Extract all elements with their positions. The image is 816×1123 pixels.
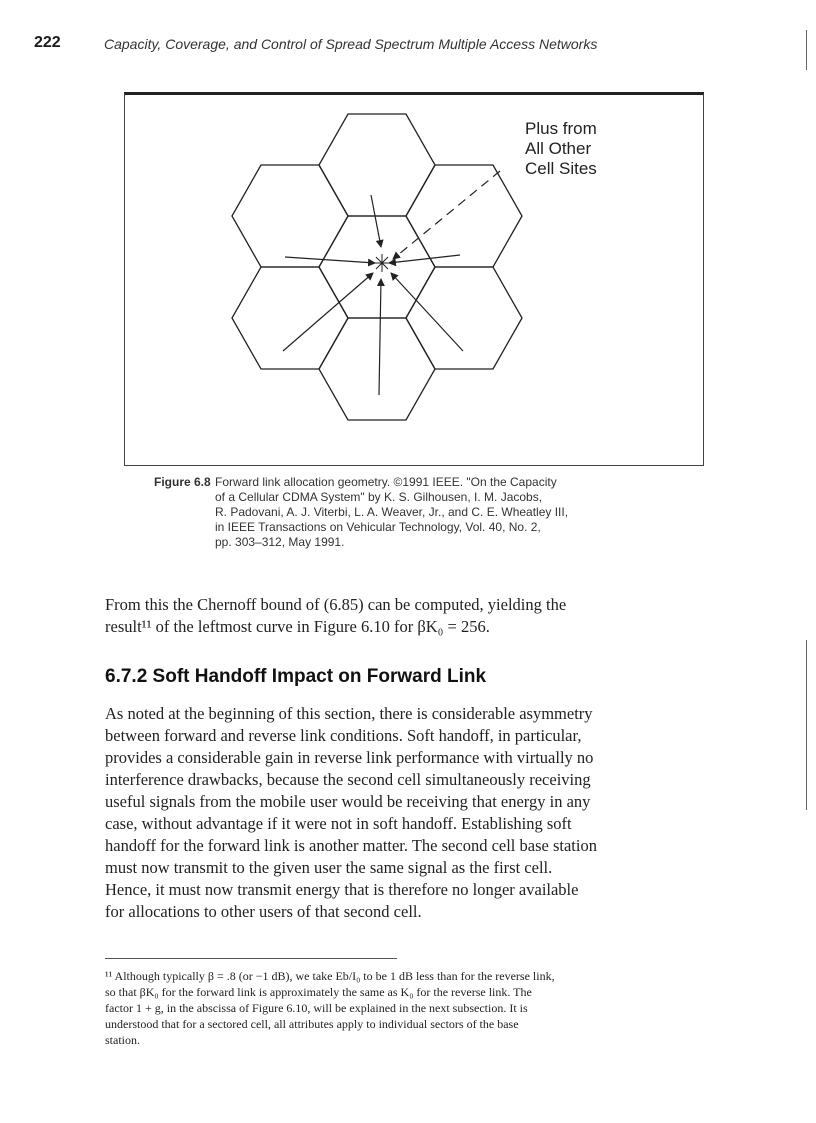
caption-text: Forward link allocation geometry. ©1991 IEEE. "On the Capacity of a Cellular CDMA System" by K. S. Gilhousen, I. M. Jacobs, R. Padovani, A. J. Viterbi, L. A. Weaver, Jr., and C. E. Wheatley III, in IEEE Transactions on Vehicular Technology, Vol. 40, No. 2, pp. 303–312, May 1991. <box>215 475 569 549</box>
running-title: Capacity, Coverage, and Control of Spread Spectrum Multiple Access Networks <box>104 36 598 52</box>
scan-margin-mark <box>806 30 807 70</box>
hex-cell-lower-right <box>406 267 522 369</box>
hex-cell-top <box>319 114 435 216</box>
hex-cell-lower-left <box>232 267 348 369</box>
figure-annotation: Plus from All Other Cell Sites <box>525 119 597 178</box>
signal-arrow-lower-left <box>283 273 373 351</box>
footnote: ¹¹ Although typically β = .8 (or −1 dB), we take Eb/I₀ to be 1 dB less than for the reverse link, so that βK₀ for the forward link is approximately the same as K₀ for the reverse link. The factor 1 + g, in the abscissa of Figure 6.10, will be explained in the next subsection. It is understood that for a sectored cell, all attributes apply to individual sectors of the base station. <box>105 969 555 1047</box>
footnote-rule <box>105 958 397 959</box>
mobile-user-icon <box>373 254 391 272</box>
signal-arrow-upper-right <box>389 255 460 263</box>
other-cells-arrow <box>393 171 500 259</box>
hexagon-cell-diagram <box>125 95 703 465</box>
figure-6-8 <box>124 92 704 466</box>
section-heading: 6.7.2 Soft Handoff Impact on Forward Link <box>105 666 487 687</box>
scan-margin-mark <box>806 640 807 810</box>
hex-cell-bottom <box>319 318 435 420</box>
signal-arrow-top <box>371 195 381 247</box>
signal-arrow-bottom <box>379 279 381 395</box>
caption-label: Figure 6.8 <box>154 475 211 489</box>
intro-paragraph: From this the Chernoff bound of (6.85) can be computed, yielding the result¹¹ of the leftmost curve in Figure 6.10 for βK₀ = 256. <box>105 595 567 636</box>
page-number: 222 <box>34 34 61 51</box>
hex-cell-upper-left <box>232 165 348 267</box>
signal-arrow-upper-left <box>285 257 375 263</box>
hex-cell-upper-right <box>406 165 522 267</box>
section-paragraph: As noted at the beginning of this section, there is considerable asymmetry between forward and reverse link conditions. Soft handoff, in particular, provides a considerable gain in reverse link performance with virtually no interference drawbacks, because the second cell simultaneously receiving useful signals from the mobile user would be receiving that energy in any case, without advantage if it were not in soft handoff. Establishing soft handoff for the forward link is another matter. The second cell base station must now transmit to the given user the same signal as the first cell. Hence, it must now transmit energy that is therefore no longer available for allocations to other users of that second cell. <box>105 704 597 921</box>
signal-arrow-lower-right <box>391 273 463 351</box>
